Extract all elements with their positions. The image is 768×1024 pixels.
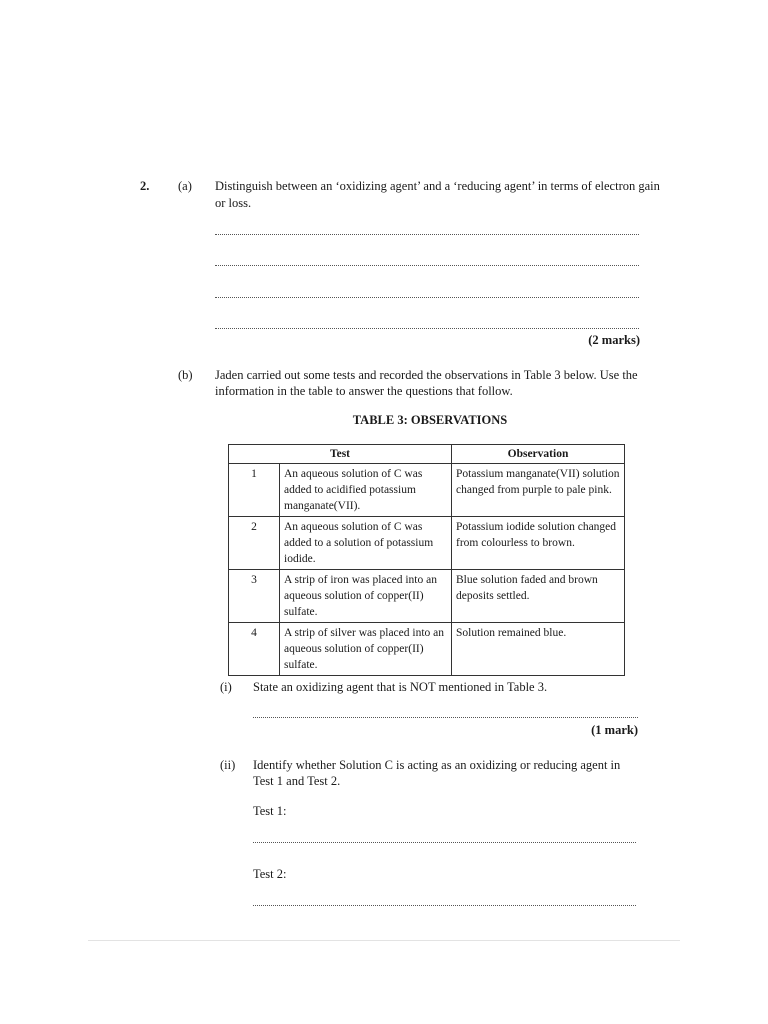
table-row	[229, 464, 625, 517]
sub-i-question: State an oxidizing agent that is NOT mentioned in Table 3.	[253, 680, 548, 694]
question-number: 2.	[140, 179, 150, 193]
observations-table	[228, 444, 625, 676]
table-header-row	[229, 445, 625, 464]
answer-line[interactable]	[253, 905, 636, 906]
answer-line[interactable]	[253, 717, 638, 718]
part-a-label: (a)	[178, 179, 192, 193]
test-observation: Potassium manganate(VII) solution changed from purple to pale pink.	[452, 464, 625, 517]
table-row	[229, 570, 625, 623]
sub-i-label: (i)	[220, 680, 232, 694]
test-number: 4	[229, 623, 280, 676]
test-description: A strip of iron was placed into an aqueous solution of copper(II) sulfate.	[280, 570, 452, 623]
column-header-test: Test	[229, 445, 452, 464]
test-description: A strip of silver was placed into an aqueous solution of copper(II) sulfate.	[280, 623, 452, 676]
page-divider	[88, 940, 680, 941]
test-description: An aqueous solution of C was added to acidified potassium manganate(VII).	[280, 464, 452, 517]
answer-line[interactable]	[253, 842, 636, 843]
test-observation: Potassium iodide solution changed from colourless to brown.	[452, 517, 625, 570]
sub-ii-label: (ii)	[220, 758, 236, 772]
answer-line[interactable]	[215, 234, 639, 235]
answer-line[interactable]	[215, 328, 639, 329]
test-observation: Solution remained blue.	[452, 623, 625, 676]
part-a-question-line2: or loss.	[215, 196, 252, 210]
answer-line[interactable]	[215, 265, 639, 266]
part-b-question-line1: Jaden carried out some tests and recorded the observations in Table 3 below. Use the	[215, 368, 638, 382]
part-b-question-line2: information in the table to answer the questions that follow.	[215, 384, 513, 398]
part-b-label: (b)	[178, 368, 193, 382]
sub-i-marks: (1 mark)	[591, 723, 638, 737]
part-a-question-line1: Distinguish between an ‘oxidizing agent’ and a ‘reducing agent’ in terms of electron gain	[215, 179, 660, 193]
sub-ii-question-line1: Identify whether Solution C is acting as an oxidizing or reducing agent in	[253, 758, 621, 772]
table-row	[229, 517, 625, 570]
test-observation: Blue solution faded and brown deposits settled.	[452, 570, 625, 623]
answer-line[interactable]	[215, 297, 639, 298]
sub-ii-question-line2: Test 1 and Test 2.	[253, 774, 341, 788]
test2-label: Test 2:	[253, 867, 287, 881]
table-title: TABLE 3: OBSERVATIONS	[352, 413, 508, 427]
test-description: An aqueous solution of C was added to a solution of potassium iodide.	[280, 517, 452, 570]
table-row	[229, 623, 625, 676]
column-header-observation: Observation	[452, 445, 625, 464]
test1-label: Test 1:	[253, 804, 287, 818]
part-a-marks: (2 marks)	[588, 333, 640, 347]
test-number: 1	[229, 464, 280, 517]
test-number: 2	[229, 517, 280, 570]
test-number: 3	[229, 570, 280, 623]
